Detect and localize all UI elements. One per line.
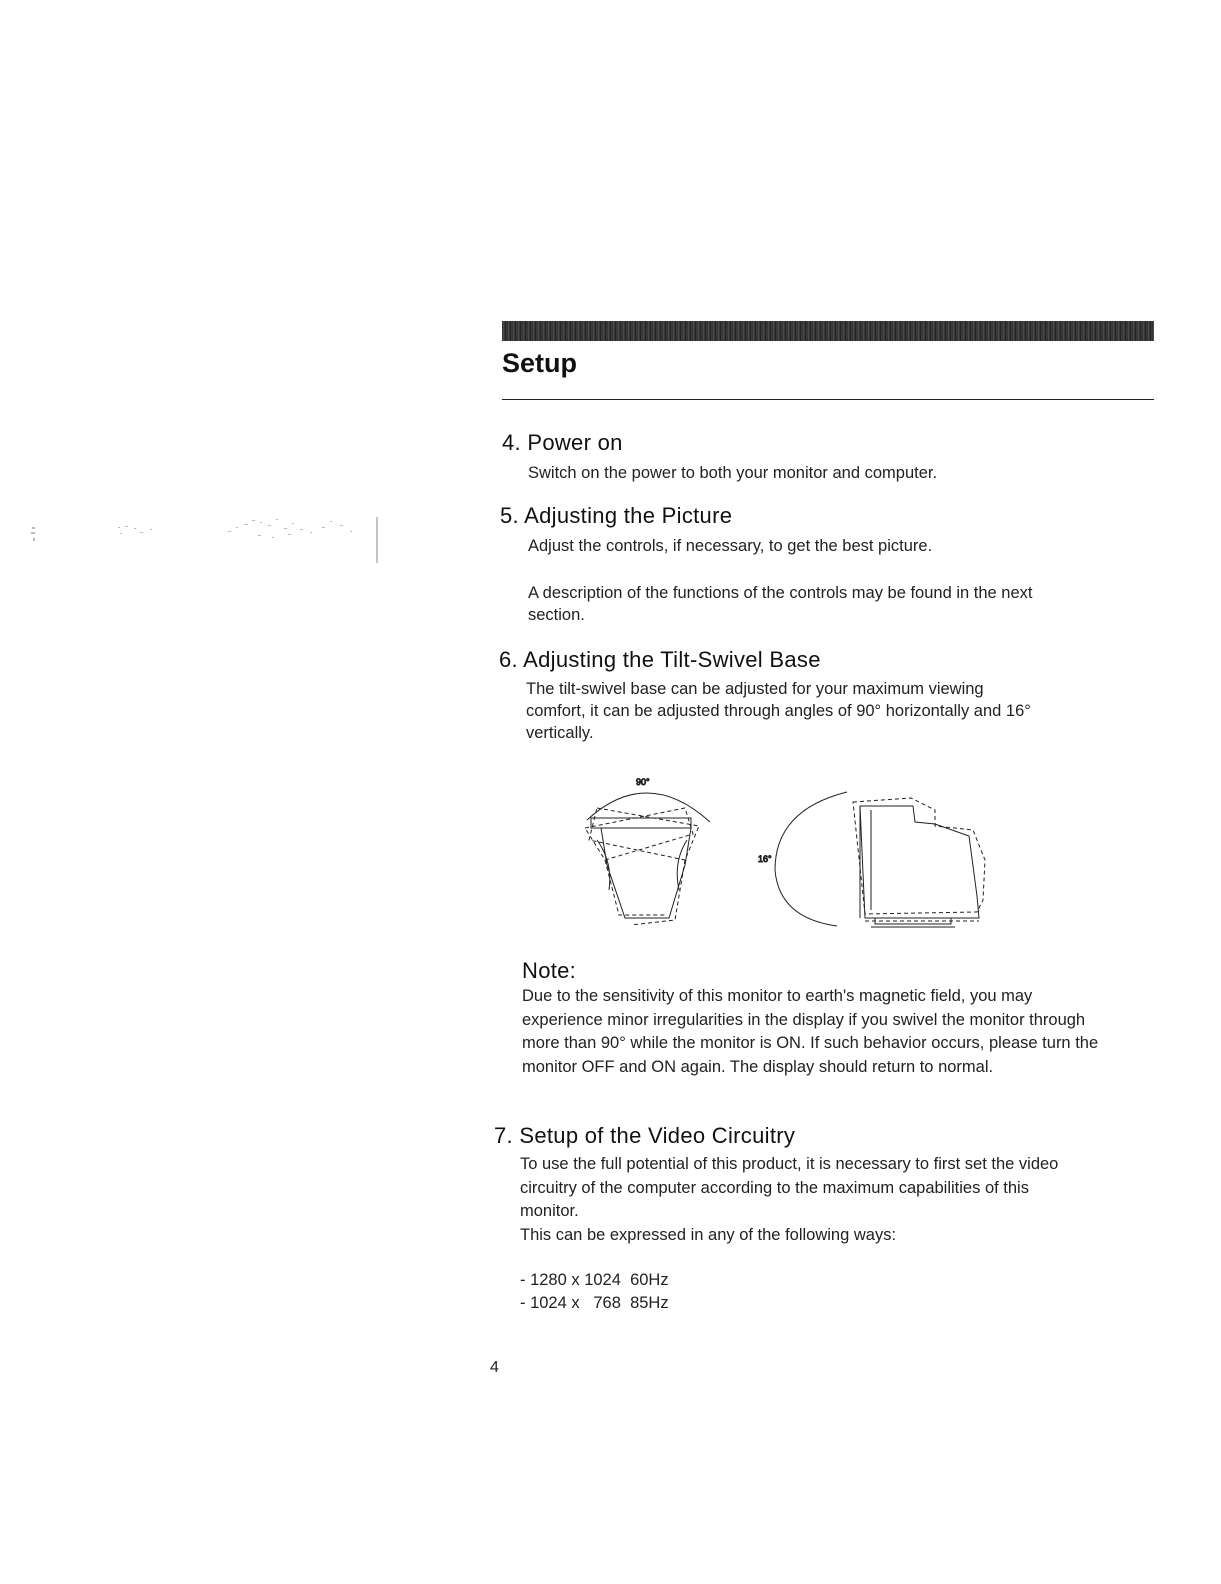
tilt-swivel-diagram (575, 770, 1015, 940)
note-text: Due to the sensitivity of this monitor to earth's magnetic field, you may experience minor irregularities in the display if you swivel the monitor through more than 90° while the monitor is ON. If such behavior occurs, please turn the monitor OFF and ON again. The display should return to normal. (522, 987, 1099, 1076)
video-circuitry-heading: 7. Setup of the Video Circuitry (494, 1123, 796, 1148)
power-on-text: Switch on the power to both your monitor and computer. (528, 464, 938, 482)
video-circuitry-ways-text: This can be expressed in any of the following ways: (520, 1226, 897, 1244)
page-number: 4 (490, 1359, 499, 1376)
page-title: Setup (502, 348, 578, 378)
swivel-angle-label: 90° (636, 777, 650, 787)
adjusting-picture-heading: 5. Adjusting the Picture (500, 503, 733, 528)
power-on-heading: 4. Power on (502, 430, 623, 455)
video-circuitry-text: To use the full potential of this product, it is necessary to first set the video circuitry of the computer according to the maximum capabilities of this monitor. (520, 1155, 1059, 1221)
video-mode-item: - 1024 x 768 85Hz (520, 1294, 669, 1312)
scan-artifact (30, 505, 390, 565)
tilt-diagram (758, 792, 985, 927)
header-bar (502, 321, 1154, 341)
title-rule (502, 399, 1154, 400)
video-mode-item: - 1280 x 1024 60Hz (520, 1271, 669, 1289)
tilt-swivel-text: The tilt-swivel base can be adjusted for your maximum viewing comfort, it can be adjusted through angles of 90° horizontally and 16° vertically. (526, 680, 1031, 742)
swivel-diagram (585, 777, 710, 925)
adjusting-picture-text: Adjust the controls, if necessary, to get the best picture. (528, 537, 933, 555)
note-heading: Note: (522, 958, 577, 983)
tilt-angle-label: 16° (758, 854, 772, 864)
controls-description-text: A description of the functions of the controls may be found in the next section. (528, 584, 1033, 624)
tilt-swivel-heading: 6. Adjusting the Tilt-Swivel Base (499, 647, 821, 672)
tilt-arc (775, 792, 847, 926)
